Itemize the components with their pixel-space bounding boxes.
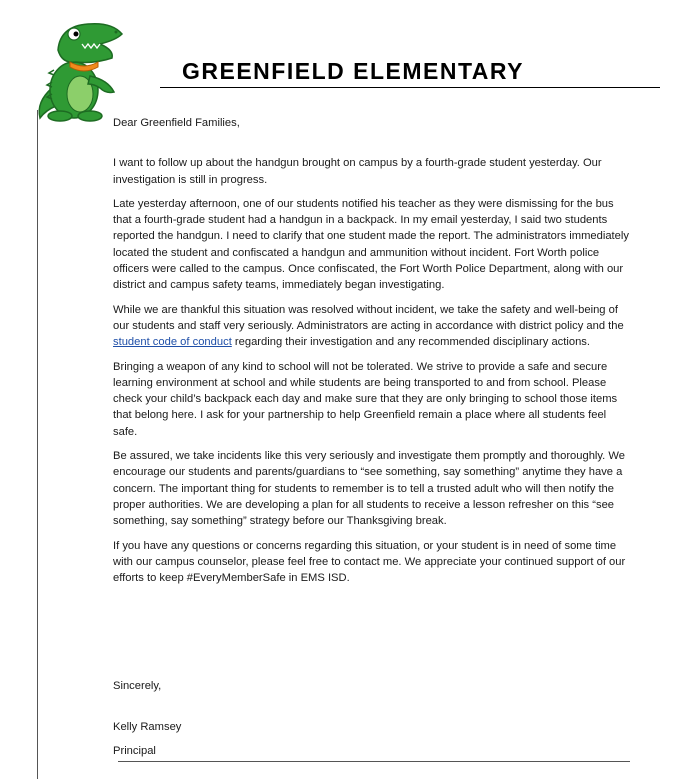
paragraph-incident: Late yesterday afternoon, one of our students notified his teacher as they were dismissing for the bus that a fourth-grade student had a handgun in a backpack. In my email yesterday, I said two students reported the handgun. I need to clarify that one student made the report. The administrators immediately located the student and confiscated a handgun and ammunition without incident. Fort Worth police officers were called to the campus. Once confiscated, the Fort Worth Police Department, along with our district and campus safety teams, immediately began investigating.: [113, 197, 629, 292]
paragraph-policy: [113, 302, 633, 351]
footer-divider: [118, 761, 630, 762]
signer-title: Principal: [113, 745, 156, 757]
salutation: Dear Greenfield Families,: [113, 117, 240, 129]
paragraph-follow-up: I want to follow up about the handgun brought on campus by a fourth-grade student yesterday. Our investigation is still in progress.: [113, 157, 602, 186]
paragraph-see-something: Be assured, we take incidents like this very seriously and investigate them promptly and thoroughly. We encourage our students and parents/guardians to “see something, say something” anytime they have a concern. The important thing for students to remember is to tell a trusted adult who will then notify the proper authorities. We are developing a plan for all students to receive a lesson refresher on this “see something, say something” strategy before our Thanksgiving break.: [113, 450, 625, 528]
paragraph-policy-text-1: While we are thankful this situation was resolved without incident, we take the safety and well-being of our students and staff very seriously. Administrators are acting in accordance with district policy and the: [113, 303, 624, 332]
paragraph-weapons: Bringing a weapon of any kind to school will not be tolerated. We strive to provide a safe and secure learning environment at school and while students are being transported to and from school. Please check your child’s backpack each day and make sure that they are only bringing to school those items that belong here. I ask for your partnership to help Greenfield remain a place where all students feel safe.: [113, 360, 618, 438]
student-code-of-conduct-link[interactable]: student code of conduct: [113, 336, 232, 349]
signer-name: Kelly Ramsey: [113, 721, 182, 733]
letter-body: [113, 115, 633, 594]
paragraph-policy-text-2: regarding their investigation and any recommended disciplinary actions.: [231, 336, 590, 349]
left-margin-rule: [37, 110, 38, 779]
closing: Sincerely,: [113, 680, 162, 692]
header-divider: [160, 87, 660, 88]
gator-mascot-icon: [30, 10, 150, 130]
page-title: GREENFIELD ELEMENTARY: [182, 58, 525, 84]
paragraph-contact: If you have any questions or concerns regarding this situation, or your student is in need of some time with our campus counselor, please feel free to contact me. We appreciate your continued support of our efforts to keep #EveryMemberSafe in EMS ISD.: [113, 539, 626, 585]
